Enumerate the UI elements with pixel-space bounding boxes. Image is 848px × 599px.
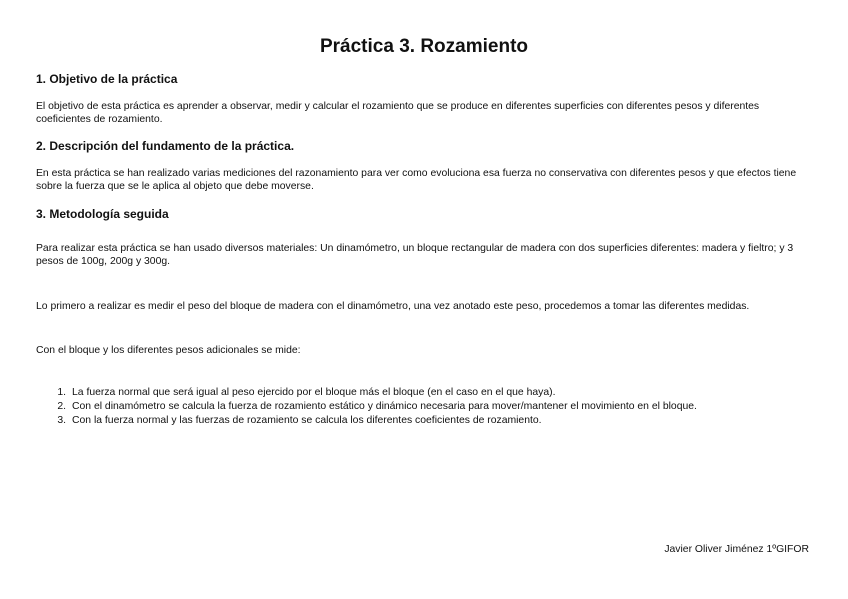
section-heading-descripcion: 2. Descripción del fundamento de la práctica.	[36, 139, 295, 153]
section-heading-metodologia: 3. Metodología seguida	[36, 207, 169, 221]
measurement-list	[36, 386, 697, 428]
list-item-number: 2.	[57, 401, 66, 412]
paragraph-medidas-intro: Con el bloque y los diferentes pesos adicionales se mide:	[36, 345, 301, 356]
section-heading-objetivo: 1. Objetivo de la práctica	[36, 72, 178, 86]
paragraph-descripcion: En esta práctica se han realizado varias mediciones del razonamiento para ver como evoluciona esa fuerza no conservativa con diferentes pesos y que efectos tiene sobre la fuerza que se le aplica al objeto que debe moverse.	[36, 168, 797, 192]
page-title: Práctica 3. Rozamiento	[319, 36, 529, 57]
list-item-number: 1.	[57, 387, 66, 398]
list-item	[36, 414, 697, 428]
list-item-number: 3.	[57, 415, 66, 426]
list-item	[36, 386, 697, 400]
footer-author: Javier Oliver Jiménez 1ºGIFOR	[664, 544, 809, 555]
paragraph-materiales: Para realizar esta práctica se han usado diversos materiales: Un dinamómetro, un bloque rectangular de madera con dos superficies diferentes: madera y fieltro; y 3 pesos de 100g, 200g y 300g.	[36, 243, 794, 267]
paragraph-procedimiento: Lo primero a realizar es medir el peso del bloque de madera con el dinamómetro, una vez anotado este peso, procedemos a tomar las diferentes medidas.	[36, 301, 750, 312]
list-item-text: Con el dinamómetro se calcula la fuerza de rozamiento estático y dinámico necesaria para mover/mantener el movimiento en el bloque.	[72, 401, 697, 412]
list-item-text: Con la fuerza normal y las fuerzas de rozamiento se calcula los diferentes coeficientes de rozamiento.	[72, 415, 542, 426]
list-item	[36, 400, 697, 414]
paragraph-objetivo: El objetivo de esta práctica es aprender a observar, medir y calcular el rozamiento que se produce en diferentes superficies con diferentes pesos y diferentes coeficientes de rozamiento.	[36, 101, 760, 125]
list-item-text: La fuerza normal que será igual al peso ejercido por el bloque más el bloque (en el caso en el que haya).	[72, 387, 556, 398]
